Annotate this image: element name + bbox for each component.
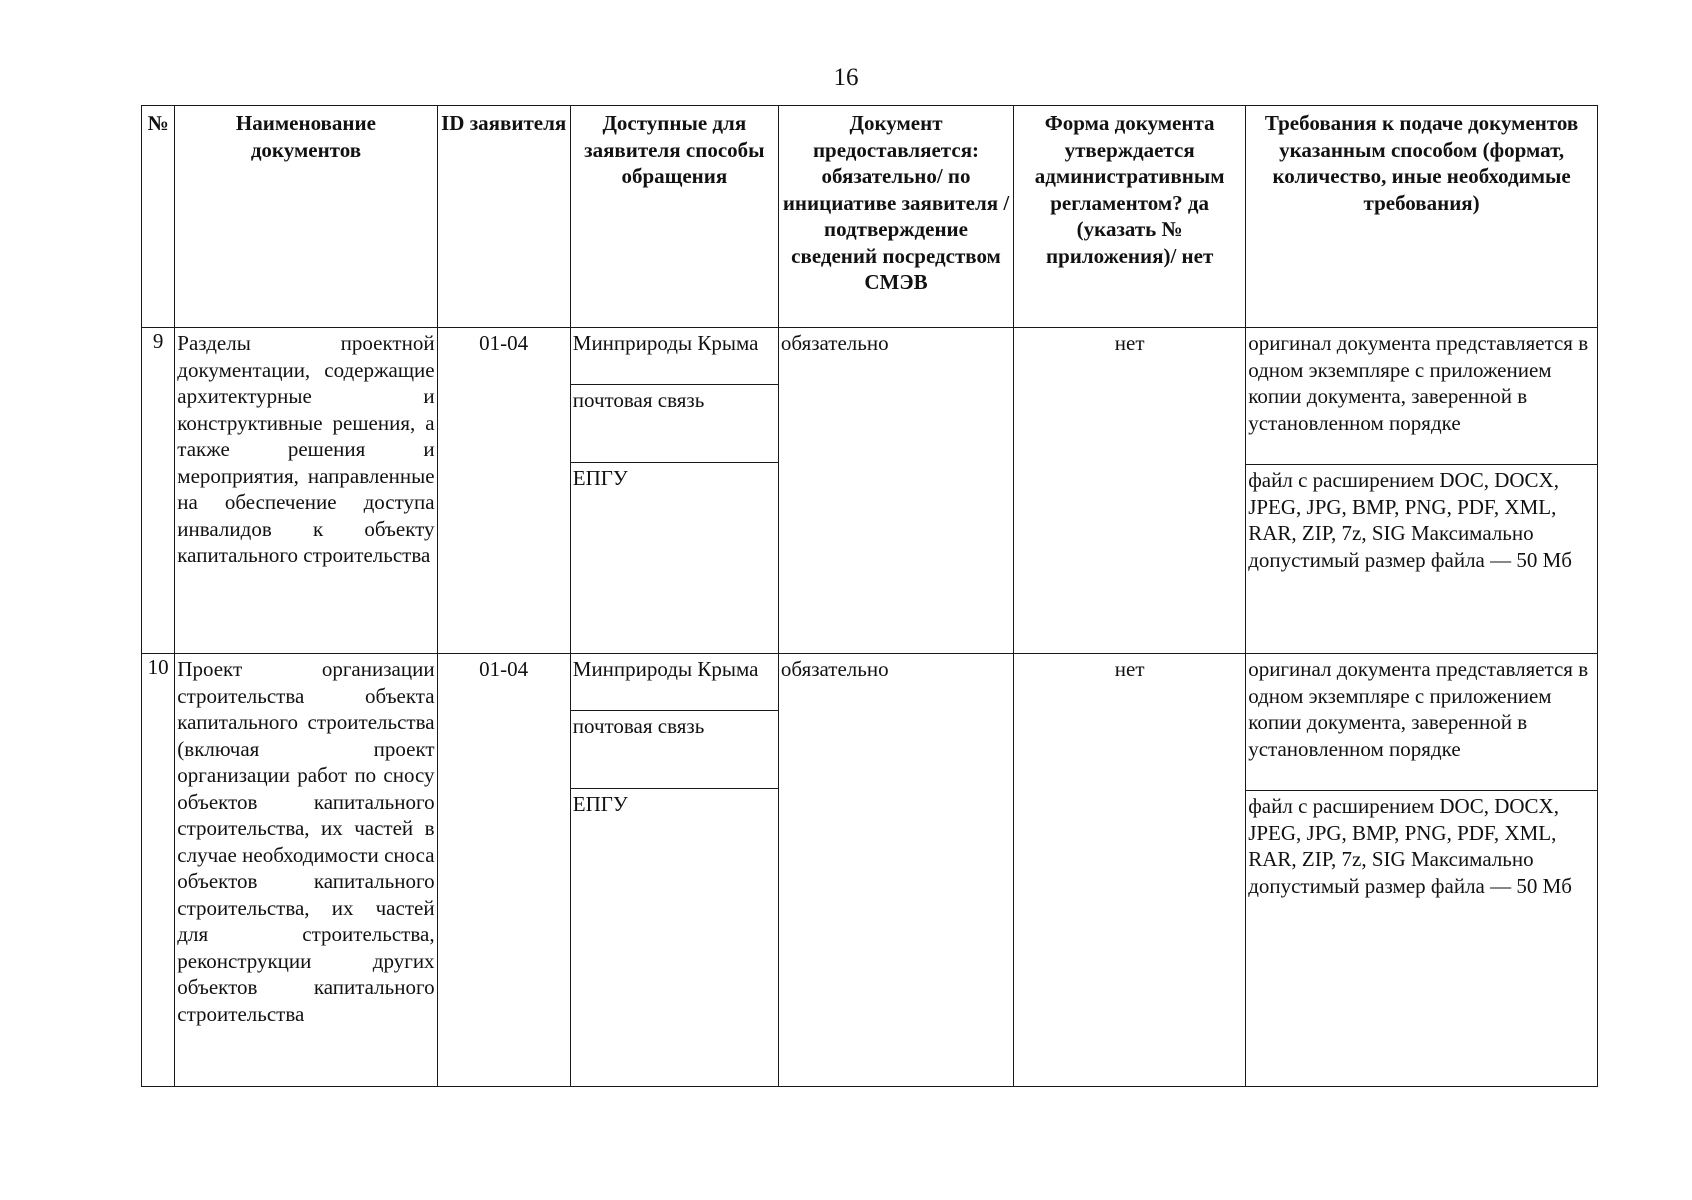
applicant-id: 01-04: [437, 654, 570, 1087]
header-form: Форма документа утверждается административным регламентом? да (указать № приложения)/ нет: [1014, 106, 1246, 328]
table-header-row: [142, 106, 1598, 328]
channel-epgu: ЕПГУ: [572, 466, 628, 490]
header-num: №: [142, 106, 175, 328]
obligation-cell: обязательно: [778, 328, 1013, 654]
table-row: [142, 328, 1598, 654]
requirement-paper: оригинал документа представляется в одном экземпляре с приложением копии документа, заверенной в установленном порядке: [1246, 328, 1597, 465]
page-number: 16: [833, 64, 859, 91]
channel-ministry: Минприроды Крыма: [571, 328, 778, 385]
requirements-cell: [1246, 654, 1598, 1087]
document-name: Разделы проектной документации, содержащие архитектурные и конструктивные решения, а также решения и мероприятия, направленные на обеспечение доступа инвалидов к объекту капитального строительства: [175, 328, 437, 654]
channels-cell: [570, 328, 778, 654]
obligation-cell: обязательно: [778, 654, 1013, 1087]
table-row: [142, 654, 1598, 1087]
channel-post: почтовая связь: [571, 711, 778, 789]
channels-cell: [570, 654, 778, 1087]
header-name: Наименование документов: [175, 106, 437, 328]
documents-table: [141, 105, 1598, 1087]
requirements-cell: [1246, 328, 1598, 654]
header-requirements: Требования к подаче документов указанным способом (формат, количество, иные необходимые требования): [1246, 106, 1598, 328]
channel-post: почтовая связь: [571, 385, 778, 463]
header-obligation: Документ предоставляется: обязательно/ по инициативе заявителя /подтверждение сведений посредством СМЭВ: [778, 106, 1013, 328]
applicant-id: 01-04: [437, 328, 570, 654]
requirement-electronic: файл с расширением DOC, DOCX, JPEG, JPG, BMP, PNG, PDF, XML, RAR, ZIP, 7z, SIG Максимально допустимый размер файла — 50 Мб: [1248, 468, 1572, 572]
form-cell: нет: [1014, 654, 1246, 1087]
channel-epgu: ЕПГУ: [572, 792, 628, 816]
row-number: 9: [142, 328, 175, 654]
header-id: ID заявителя: [437, 106, 570, 328]
header-channels: Доступные для заявителя способы обращения: [570, 106, 778, 328]
form-cell: нет: [1014, 328, 1246, 654]
document-name: Проект организации строительства объекта капитального строительства (включая проект организации работ по сносу объектов капитального строительства, их частей в случае необходимости сноса объектов капитального строительства, их частей для строительства, реконструкции других объектов капитального строительства: [175, 654, 437, 1087]
requirement-paper: оригинал документа представляется в одном экземпляре с приложением копии документа, заверенной в установленном порядке: [1246, 654, 1597, 791]
requirement-electronic: файл с расширением DOC, DOCX, JPEG, JPG, BMP, PNG, PDF, XML, RAR, ZIP, 7z, SIG Максимально допустимый размер файла — 50 Мб: [1248, 794, 1572, 898]
channel-ministry: Минприроды Крыма: [571, 654, 778, 711]
row-number: 10: [142, 654, 175, 1087]
